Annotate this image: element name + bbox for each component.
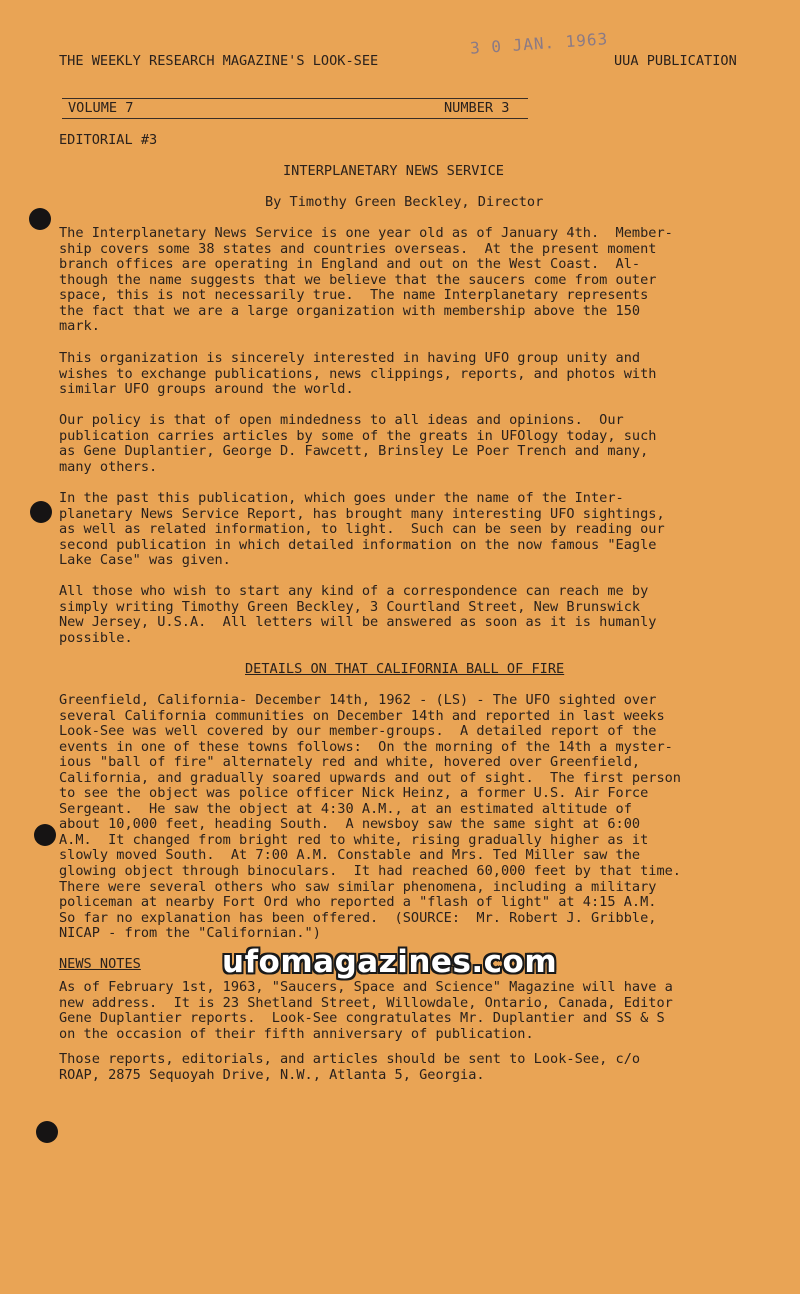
punch-hole-top xyxy=(29,208,51,230)
punch-hole-bottom xyxy=(36,1121,58,1143)
section-heading-california: DETAILS ON THAT CALIFORNIA BALL OF FIRE xyxy=(245,661,565,677)
editorial-label: EDITORIAL #3 xyxy=(59,132,158,148)
volume-rule-top xyxy=(62,98,528,99)
punch-hole-lower-middle xyxy=(34,824,56,846)
volume-label: VOLUME 7 xyxy=(68,100,134,116)
california-report: Greenfield, California- December 14th, 1962 - (LS) - The UFO sighted over several California communities on December 14th and reported in last weeks Look-See was well covered by our member-groups. A detailed report of the events in one of these towns follows: On the morning of the 14th a myster- ious "ball of fire" alternately red and white, hovered over Greenfield, California, and gradually soared upwards and out of sight. The first person to see the object was police officer Nick Heinz, a former U.S. Air Force Sergeant. He saw the object at 4:30 A.M., at an estimated altitude of about 10,000 feet, heading South. A newsboy saw the same sight at 6:00 A.M. It changed from bright red to white, rising gradually higher as it slowly moved South. At 7:00 A.M. Constable and Mrs. Ted Miller saw the glowing object through binoculars. It had reached 60,000 feet by that time. There were several others who saw similar phenomena, including a military policeman at nearby Fort Ord who reported a "flash of light" at 4:15 A.M. So far no explanation has been offered. (SOURCE: Mr. Robert J. Gribble, NICAP - from the "Californian.") xyxy=(59,692,681,942)
article-paragraph: Our policy is that of open mindedness to all ideas and opinions. Our publication carries articles by some of the greats in UFOlogy today, such as Gene Duplantier, George D. Fawcett, Brinsley Le Poer Trench and many, many others. xyxy=(59,412,657,475)
watermark-logo: ufomagazines.com xyxy=(222,944,558,980)
article-paragraph: All those who wish to start any kind of a correspondence can reach me by simply writing Timothy Green Beckley, 3 Courtland Street, New Brunswick New Jersey, U.S.A. All letters will be answered as soon as it is humanly possible. xyxy=(59,583,657,646)
article-paragraph: In the past this publication, which goes under the name of the Inter- planetary News Service Report, has brought many interesting UFO sightings, as well as related information, to light. Such can be seen by reading our second publication in which detailed information on the now famous "Eagle Lake Case" was given. xyxy=(59,490,665,569)
news-notes-paragraph: As of February 1st, 1963, "Saucers, Space and Science" Magazine will have a new address. It is 23 Shetland Street, Willowdale, Ontario, Canada, Editor Gene Duplantier reports. Look-See congratulates Mr. Duplantier and SS & S on the occasion of their fifth anniversary of publication. xyxy=(59,979,673,1042)
number-label: NUMBER 3 xyxy=(444,100,510,116)
masthead-left: THE WEEKLY RESEARCH MAGAZINE'S LOOK-SEE xyxy=(59,53,379,69)
article-paragraph: The Interplanetary News Service is one year old as of January 4th. Member- ship covers some 38 states and countries overseas. At the present moment branch offices are operating in England and out on the West Coast. Al- though the name suggests that we believe that the saucers come from outer space, this is not necessarily true. The name Interplanetary represents the fact that we are a large organization with membership above the 150 mark. xyxy=(59,225,673,335)
masthead-right: UUA PUBLICATION xyxy=(614,53,737,69)
article-title: INTERPLANETARY NEWS SERVICE xyxy=(283,163,504,179)
article-byline: By Timothy Green Beckley, Director xyxy=(265,194,544,210)
punch-hole-upper-middle xyxy=(30,501,52,523)
volume-rule-bottom xyxy=(62,118,528,119)
date-stamp: 3 0 JAN. 1963 xyxy=(469,29,609,58)
news-notes-heading: NEWS NOTES xyxy=(59,956,141,972)
article-paragraph: This organization is sincerely interested in having UFO group unity and wishes to exchange publications, news clippings, reports, and photos with similar UFO groups around the world. xyxy=(59,350,657,398)
news-notes-paragraph: Those reports, editorials, and articles should be sent to Look-See, c/o ROAP, 2875 Sequoyah Drive, N.W., Atlanta 5, Georgia. xyxy=(59,1051,641,1083)
